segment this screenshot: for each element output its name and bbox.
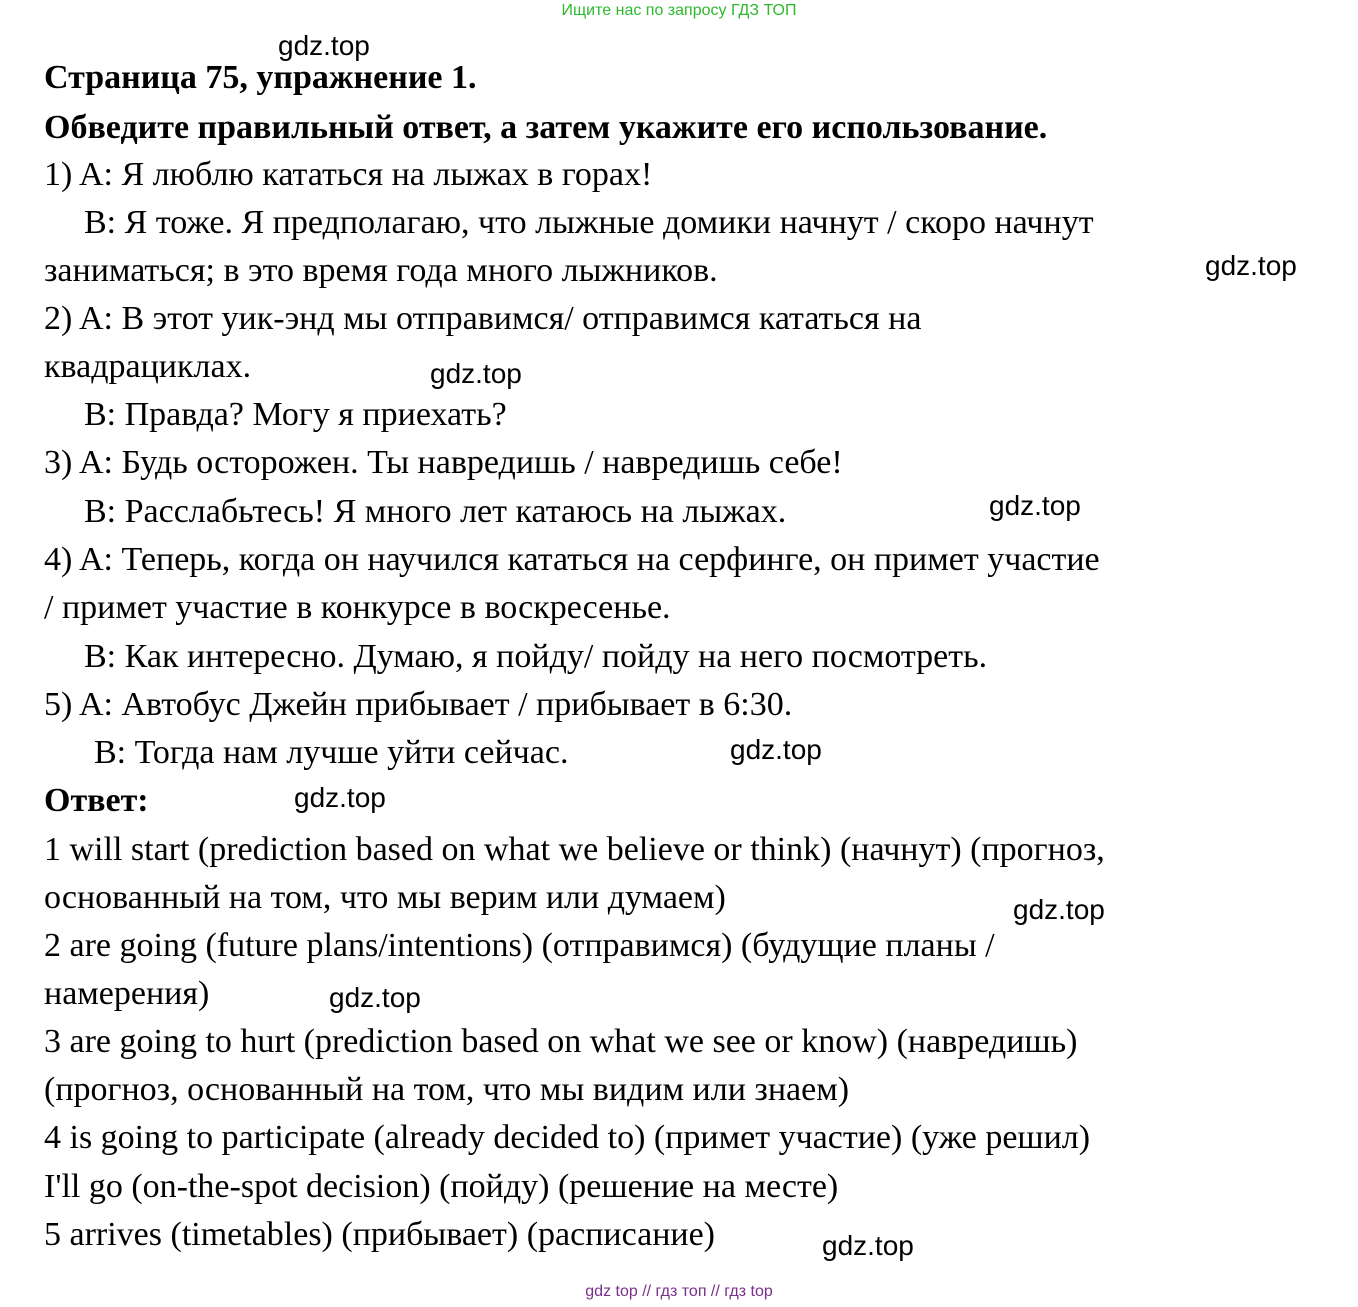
exercise-line: 3) A: Будь осторожен. Ты навредишь / навредишь себе! bbox=[44, 444, 843, 481]
exercise-line: B: Правда? Могу я приехать? bbox=[84, 396, 507, 433]
exercise-line: B: Я тоже. Я предполагаю, что лыжные домики начнут / скоро начнут bbox=[84, 204, 1094, 241]
answer-line: намерения) bbox=[44, 975, 210, 1012]
exercise-line: / примет участие в конкурсе в воскресенье. bbox=[44, 589, 671, 626]
answer-line: I'll go (on-the-spot decision) (пойду) (решение на месте) bbox=[44, 1168, 839, 1205]
watermark: gdz.top bbox=[329, 982, 421, 1013]
exercise-line: 1) A: Я люблю кататься на лыжах в горах! bbox=[44, 156, 653, 193]
exercise-line: 5) A: Автобус Джейн прибывает / прибывает в 6:30. bbox=[44, 686, 793, 723]
answer-line: 1 will start (prediction based on what we believe or think) (начнут) (прогноз, bbox=[44, 831, 1105, 868]
answer-line: (прогноз, основанный на том, что мы видим или знаем) bbox=[44, 1071, 850, 1108]
answer-line: основанный на том, что мы верим или думаем) bbox=[44, 879, 726, 916]
exercise-line: B: Расслабьтесь! Я много лет катаюсь на лыжах. bbox=[84, 493, 787, 530]
watermark: gdz.top bbox=[730, 734, 822, 765]
answer-line: 5 arrives (timetables) (прибывает) (расписание) bbox=[44, 1216, 716, 1253]
watermark: gdz.top bbox=[278, 30, 370, 61]
watermark: gdz.top bbox=[989, 490, 1081, 521]
watermark: gdz.top bbox=[1013, 894, 1105, 925]
exercise-line: B: Тогда нам лучше уйти сейчас. bbox=[94, 734, 569, 771]
exercise-line: заниматься; в это время года много лыжников. bbox=[44, 252, 718, 289]
answer-line: 2 are going (future plans/intentions) (отправимся) (будущие планы / bbox=[44, 927, 995, 964]
exercise-line: 2) A: В этот уик-энд мы отправимся/ отправимся кататься на bbox=[44, 300, 922, 337]
answer-line: 3 are going to hurt (prediction based on what we see or know) (навредишь) bbox=[44, 1023, 1078, 1060]
watermark: gdz.top bbox=[1205, 250, 1297, 281]
watermark: gdz.top bbox=[822, 1230, 914, 1261]
answer-label: Ответ: bbox=[44, 782, 149, 819]
watermark: gdz.top bbox=[294, 782, 386, 813]
watermark: gdz.top bbox=[430, 358, 522, 389]
exercise-line: квадрациклах. bbox=[44, 348, 252, 385]
answer-line: 4 is going to participate (already decided to) (примет участие) (уже решил) bbox=[44, 1119, 1091, 1156]
instruction: Обведите правильный ответ, а затем укажите его использование. bbox=[44, 109, 1048, 146]
footer: gdz top // гдз топ // гдз top bbox=[585, 1283, 773, 1300]
page-title: Страница 75, упражнение 1. bbox=[44, 59, 477, 96]
exercise-line: B: Как интересно. Думаю, я пойду/ пойду на него посмотреть. bbox=[84, 638, 988, 675]
top-banner: Ищите нас по запросу ГДЗ ТОП bbox=[561, 2, 797, 19]
exercise-line: 4) A: Теперь, когда он научился кататься на серфинге, он примет участие bbox=[44, 541, 1100, 578]
